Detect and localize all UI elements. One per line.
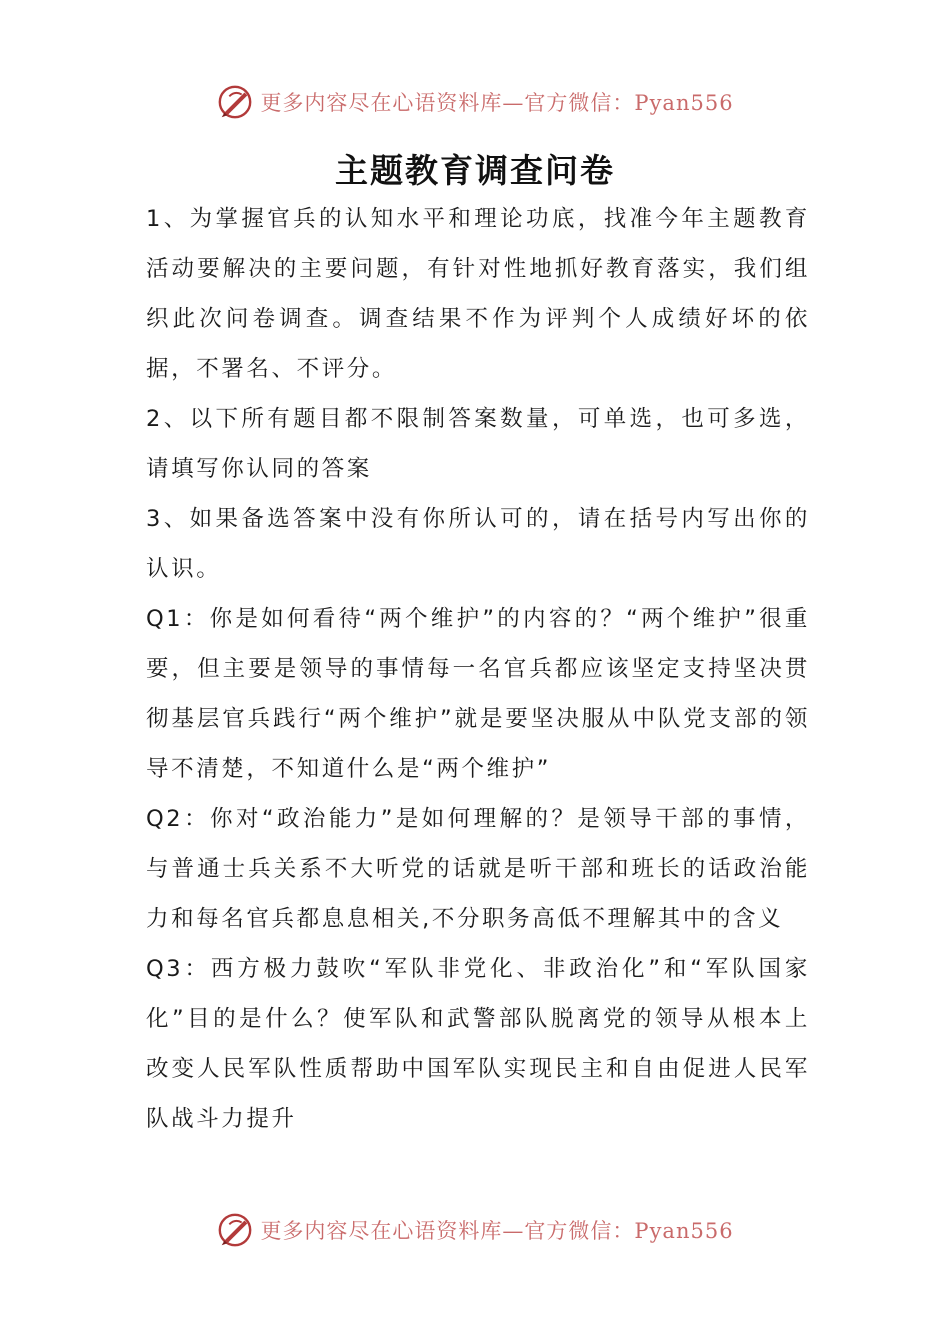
page-title: 主题教育调查问卷 bbox=[335, 151, 615, 190]
watermark-text: 更多内容尽在心语资料库—官方微信：Pyan556 bbox=[260, 1219, 734, 1243]
question-q3: Q3：西方极力鼓吹“军队非党化、非政治化”和“军队国家化”目的是什么？使军队和武警部队脱离党的领导从根本上改变人民军队性质帮助中国军队实现民主和自由促进人民军队战斗力提升 bbox=[146, 956, 810, 1132]
instruction-3: 3、如果备选答案中没有你所认可的，请在括号内写出你的认识。 bbox=[146, 506, 810, 582]
watermark-text: 更多内容尽在心语资料库—官方微信：Pyan556 bbox=[260, 91, 734, 115]
document-body bbox=[146, 194, 810, 1144]
question-q2: Q2：你对“政治能力”是如何理解的？是领导干部的事情，与普通士兵关系不大听党的话就是听干部和班长的话政治能力和每名官兵都息息相关,不分职务高低不理解其中的含义 bbox=[146, 806, 810, 932]
pen-logo-icon bbox=[216, 1211, 254, 1249]
header-watermark bbox=[0, 80, 950, 124]
question-q1: Q1：你是如何看待“两个维护”的内容的？“两个维护”很重要，但主要是领导的事情每一名官兵都应该坚定支持坚决贯彻基层官兵践行“两个维护”就是要坚决服从中队党支部的领导不清楚，不知道什么是“两个维护” bbox=[146, 606, 810, 782]
footer-watermark bbox=[0, 1208, 950, 1252]
pen-logo-icon bbox=[216, 83, 254, 121]
instruction-1: 1、为掌握官兵的认知水平和理论功底，找准今年主题教育活动要解决的主要问题，有针对性地抓好教育落实，我们组织此次问卷调查。调查结果不作为评判个人成绩好坏的依据，不署名、不评分。 bbox=[146, 206, 810, 382]
instruction-2: 2、以下所有题目都不限制答案数量，可单选，也可多选，请填写你认同的答案 bbox=[146, 406, 810, 482]
